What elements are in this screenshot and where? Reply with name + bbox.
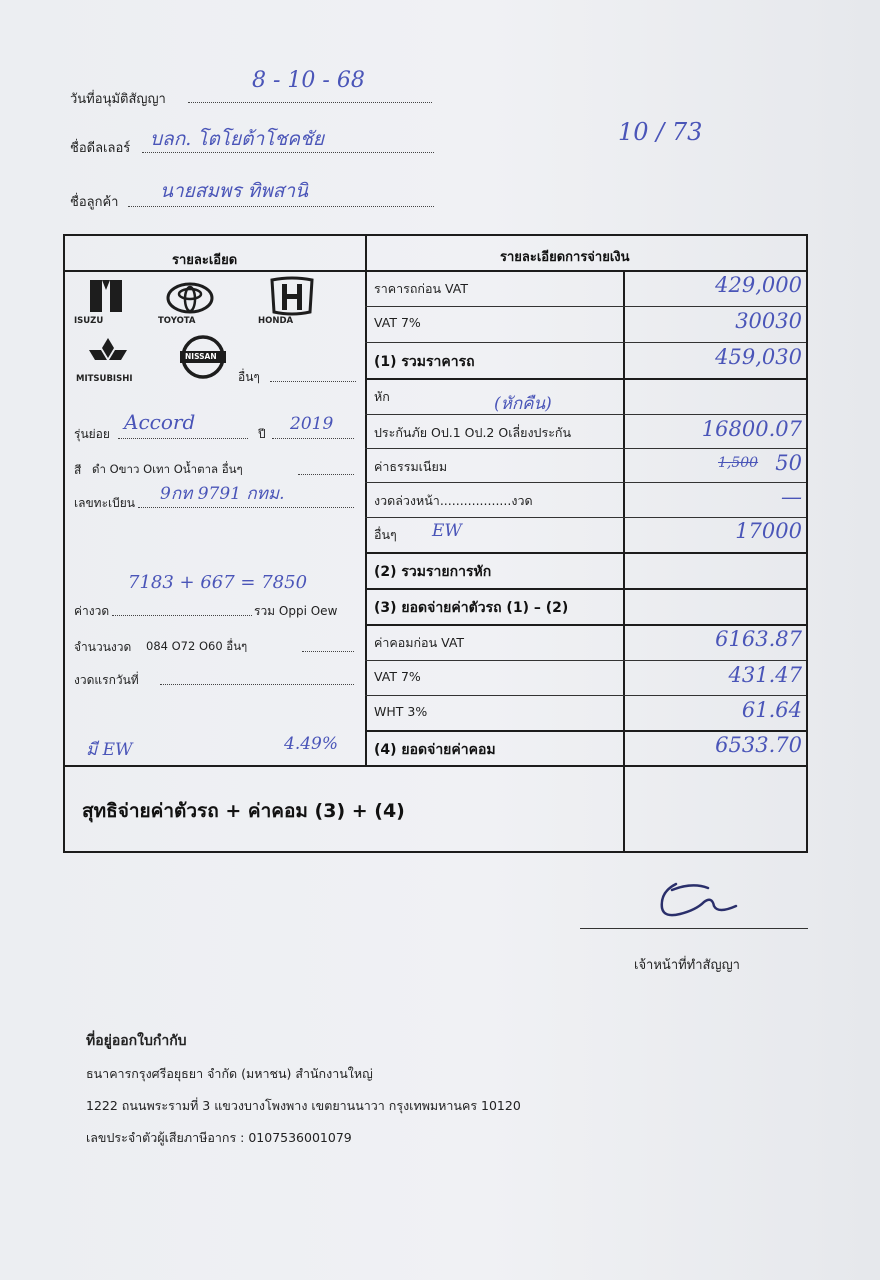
payment-row-value: 459,030 <box>715 345 802 369</box>
officer-label: เจ้าหน้าที่ทำสัญญา <box>634 958 740 973</box>
payment-row-label: (1) รวมราคารถ <box>374 354 475 370</box>
header-rule <box>65 270 806 272</box>
payment-row-value: — <box>781 485 802 509</box>
customer-value: นายสมพร ทิพสานิ <box>160 180 308 202</box>
payment-row-value: 6163.87 <box>715 627 802 651</box>
net-rule <box>65 765 806 767</box>
payment-row-value: 431.47 <box>728 663 802 687</box>
dealer-label: ชื่อดีลเลอร์ <box>70 141 131 156</box>
payment-row-value: 6533.70 <box>715 733 802 757</box>
isuzu-option-label: ISUZU <box>74 316 104 326</box>
nissan-option-label: NISSAN <box>185 352 217 361</box>
divider-center <box>365 236 367 766</box>
ew-note: มี EW <box>86 740 133 760</box>
net-total-label: สุทธิจ่ายค่าตัวรถ + ค่าคอม (3) + (4) <box>82 800 405 822</box>
model-line <box>118 438 248 439</box>
payment-row-value: 16800.07 <box>701 417 802 441</box>
toyota-logo-icon <box>166 282 214 314</box>
color-label: สี <box>74 463 82 477</box>
payment-row-label: WHT 3% <box>374 704 428 719</box>
payment-row-label: อื่นๆ <box>374 527 397 542</box>
mitsubishi-logo-icon <box>88 336 128 372</box>
year-value: 2019 <box>290 414 334 434</box>
address-tax-id: เลขประจำตัวผู้เสียภาษีอากร : 0107536001079 <box>86 1130 352 1145</box>
term-options: 084 O72 O60 อื่นๆ <box>146 639 248 653</box>
other-brand-line <box>270 381 356 382</box>
payment-row-note: (หักคืน) <box>494 394 552 414</box>
year-label: ปี <box>258 427 266 441</box>
payment-row-value: 30030 <box>735 309 802 333</box>
year-line <box>272 438 354 439</box>
honda-logo-icon <box>266 276 318 316</box>
customer-line <box>128 206 434 207</box>
installment-suffix: รวม Oppi Oew <box>254 604 338 618</box>
approval-date-value: 8 - 10 - 68 <box>252 68 365 93</box>
model-label: รุ่นย่อย <box>74 427 110 441</box>
other-brand-label: อื่นๆ <box>238 370 260 384</box>
payment-row-value: 429,000 <box>715 273 802 297</box>
installment-value: 7183 + 667 = 7850 <box>128 572 308 593</box>
customer-label: ชื่อลูกค้า <box>70 195 119 210</box>
installment-line <box>112 615 252 616</box>
right-panel-title: รายละเอียดการจ่ายเงิน <box>500 250 630 265</box>
installment-label: ค่างวด <box>74 604 110 618</box>
first-due-label: งวดแรกวันที่ <box>74 673 139 687</box>
payment-row-value: 50 <box>775 451 802 475</box>
payment-row-label: (3) ยอดจ่ายค่าตัวรถ (1) – (2) <box>374 600 569 616</box>
plate-line <box>138 507 354 508</box>
toyota-option-label: TOYOTA <box>158 316 196 326</box>
address-title: ที่อยู่ออกใบกำกับ <box>86 1033 187 1049</box>
address-company: ธนาคารกรุงศรีอยุธยา จำกัด (มหาชน) สำนักงานใหญ่ <box>86 1066 373 1081</box>
approval-date-line <box>188 102 432 103</box>
payment-row-label: (2) รวมรายการหัก <box>374 564 492 580</box>
payment-row-label: ค่าธรรมเนียม <box>374 459 448 474</box>
payment-row-label: งวดล่วงหน้า..................งวด <box>374 493 533 508</box>
interest-rate: 4.49% <box>284 734 339 754</box>
signature-line <box>580 928 808 929</box>
mitsubishi-option-label: MITSUBISHI <box>76 374 133 384</box>
address-street: 1222 ถนนพระรามที่ 3 แขวงบางโพงพาง เขตยานนาวา กรุงเทพมหานคร 10120 <box>86 1098 521 1113</box>
payment-row-label: VAT 7% <box>374 669 421 684</box>
plate-value: 9กท 9791 กทม. <box>160 484 285 504</box>
isuzu-logo-icon <box>86 276 126 316</box>
dealer-value: บลก. โตโยต้าโชคชัย <box>150 128 325 150</box>
payment-row-label: หัก <box>374 389 390 404</box>
payment-row-label: VAT 7% <box>374 315 421 330</box>
honda-option-label: HONDA <box>258 316 294 326</box>
payment-row-note: EW <box>432 521 462 541</box>
term-label: จำนวนงวด <box>74 640 132 654</box>
payment-row-label: ประกันภัย Oป.1 Oป.2 Oเลี่ยงประกัน <box>374 425 572 440</box>
payment-row-value: 17000 <box>735 519 802 543</box>
approval-date-label: วันที่อนุมัติสัญญา <box>70 92 166 107</box>
payment-row-label: ค่าคอมก่อน VAT <box>374 635 465 650</box>
reference-number: 10 / 73 <box>618 118 703 146</box>
payment-row-label: ราคารถก่อน VAT <box>374 281 468 296</box>
plate-label: เลขทะเบียน <box>74 496 135 510</box>
officer-signature-icon <box>652 876 742 926</box>
first-due-line <box>160 684 354 685</box>
left-panel-title: รายละเอียด <box>172 253 238 268</box>
model-value: Accord <box>124 410 196 434</box>
color-options: ดำ Oขาว Oเทา Oน้ำตาล อื่นๆ <box>92 462 243 476</box>
payment-row-label: (4) ยอดจ่ายค่าคอม <box>374 742 496 758</box>
payment-row-value: 61.64 <box>741 698 802 722</box>
struck-fee-value: 1,500 <box>718 455 759 471</box>
